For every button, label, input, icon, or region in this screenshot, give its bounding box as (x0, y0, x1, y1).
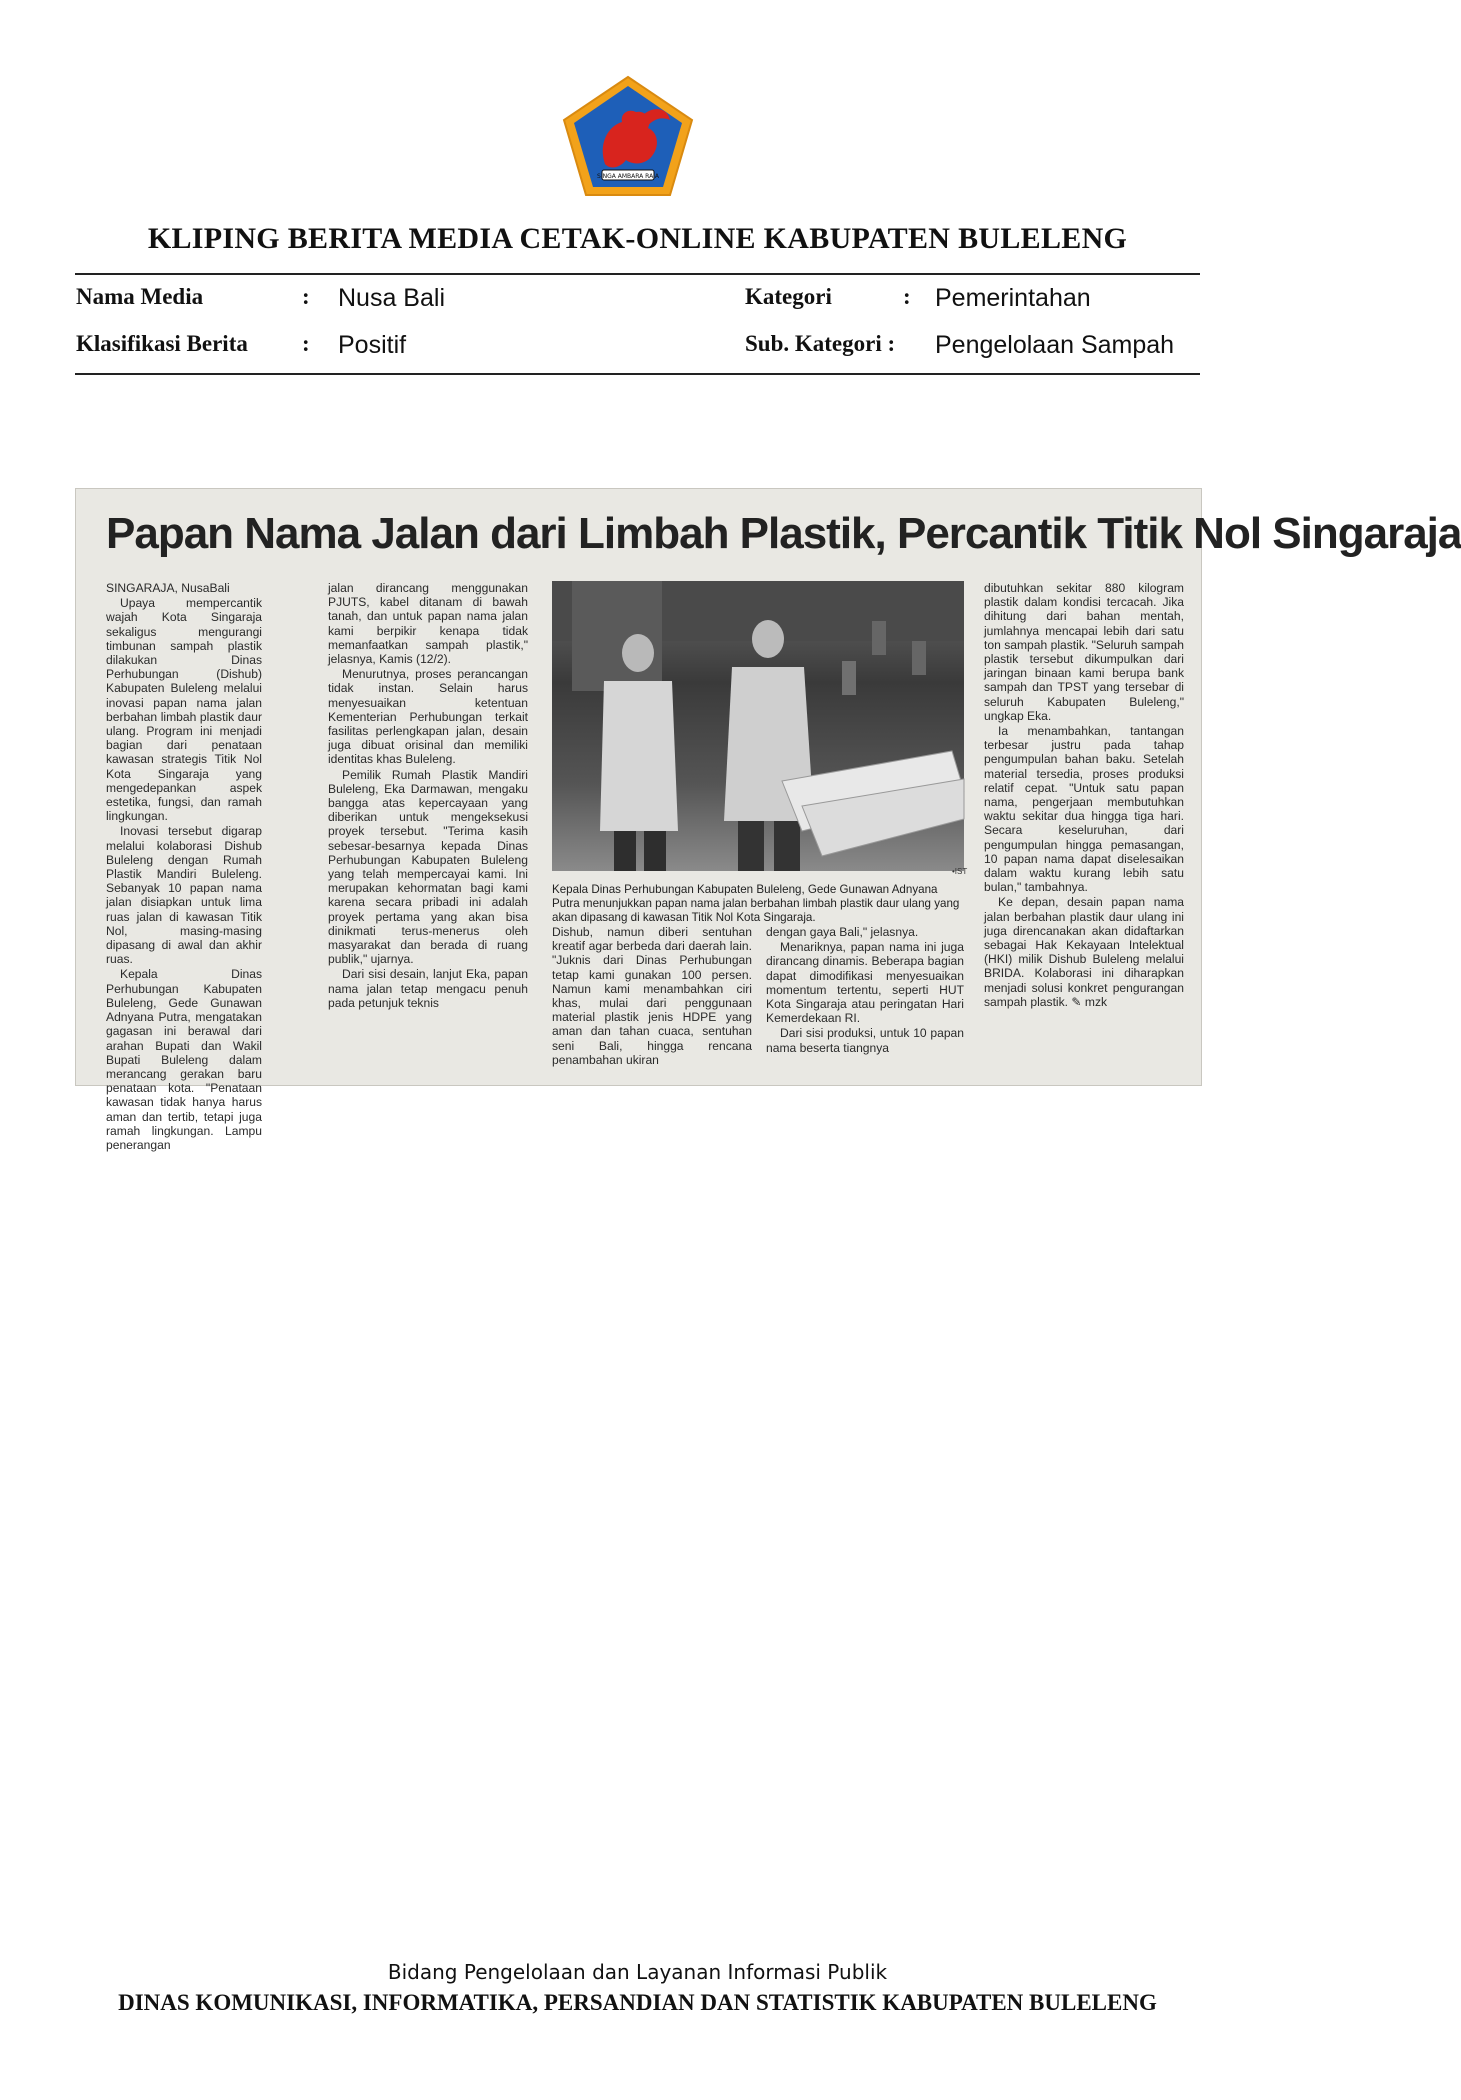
article-column-3 (552, 925, 752, 1075)
kategori-value: Pemerintahan (935, 284, 1091, 312)
nama-media-value: Nusa Bali (338, 284, 445, 312)
singa-ambara-raja-emblem-icon (560, 74, 696, 198)
photo-illustration (552, 581, 964, 871)
sub-kategori-label: Sub. Kategori : (745, 331, 896, 356)
article-paragraph: Inovasi tersebut digarap melalui kolaborasi Dishub Buleleng dengan Rumah Plastik Mandiri Buleleng. Sebanyak 10 papan nama jalan disiapkan untuk lima ruas jalan di kawasan Titik Nol, masing-masing dipasang di awal dan akhir ruas. (106, 824, 262, 967)
kategori-label: Kategori (745, 284, 832, 309)
page-title: KLIPING BERITA MEDIA CETAK-ONLINE KABUPATEN BULELENG (147, 222, 1128, 255)
article-headline: Papan Nama Jalan dari Limbah Plastik, Percantik Titik Nol Singaraja (106, 509, 1461, 558)
article-paragraph: Dari sisi produksi, untuk 10 papan nama beserta tiangnya (766, 1026, 964, 1055)
footer-department: Bidang Pengelolaan dan Layanan Informasi Publik (387, 1960, 888, 1984)
colon: : (302, 331, 310, 356)
article-paragraph: Menurutnya, proses perancangan tidak instan. Selain harus menyesuaikan ketentuan Kementerian Perhubungan terkait fasilitas perlengkapan jalan, desain juga dibuat orisinal dan memiliki identitas khas Buleleng. (328, 667, 528, 767)
article-paragraph: SINGARAJA, NusaBali (106, 581, 230, 595)
photo-credit: •IST (952, 867, 968, 876)
article-paragraph: dibutuhkan sekitar 880 kilogram plastik dalam kondisi tercacah. Jika dihitung dari bahan mentah, jumlahnya mencapai lebih dari satu ton sampah plastik. "Seluruh sampah plastik tersebut dikumpulkan dari jaringan binaan kami berupa bank sampah dan TPST yang tersebar di seluruh Kabupaten Buleleng," ungkap Eka. (984, 581, 1184, 723)
article-photo (552, 581, 964, 871)
svg-text:SINGA AMBARA RAJA: SINGA AMBARA RAJA (597, 173, 659, 180)
article-paragraph: Menariknya, papan nama ini juga dirancang dinamis. Beberapa bagian dapat dimodifikasi menyesuaikan momentum tertentu, seperti HUT Kota Singaraja atau peringatan Hari Kemerdekaan RI. (766, 940, 964, 1026)
article-paragraph: Dishub, namun diberi sentuhan kreatif agar berbeda dari daerah lain. "Juknis dari Dinas Perhubungan tetap kami gunakan 100 persen. Namun kami menambahkan ciri khas, mulai dari penggunaan material plastik jenis HDPE yang aman dan tahan cuaca, sentuhan seni Bali, hingga rencana penambahan ukiran (552, 925, 752, 1067)
klasifikasi-value: Positif (338, 331, 407, 359)
article-column-2 (328, 581, 528, 1075)
article-column-1 (106, 581, 262, 1152)
colon: : (903, 284, 911, 309)
article-paragraph: Pemilik Rumah Plastik Mandiri Buleleng, Eka Darmawan, mengaku bangga atas kepercayaan yang diberikan untuk mengeksekusi proyek tersebut. "Terima kasih sebesar-besarnya kepada Dinas Perhubungan Kabupaten Buleleng yang telah mempercayai kami. Ini merupakan kehormatan bagi kami karena secara pribadi ini adalah proyek pertama yang akan bisa dinikmati terus-menerus oleh masyarakat dan berada di ruang publik," ujarnya. (328, 767, 528, 967)
divider (75, 273, 1200, 275)
photo-caption: Kepala Dinas Perhubungan Kabupaten Buleleng, Gede Gunawan Adnyana Putra menunjukkan papan nama jalan berbahan limbah plastik daur ulang yang akan dipasang di kawasan Titik Nol Kota Singaraja. (552, 883, 960, 924)
article-paragraph: jalan dirancang menggunakan PJUTS, kabel ditanam di bawah tanah, dan untuk papan nama jalan kami berpikir kenapa tidak memanfaatkan sampah plastik," jelasnya, Kamis (12/2). (328, 581, 528, 667)
article-column-5 (984, 581, 1184, 1075)
article-paragraph: dengan gaya Bali," jelasnya. (766, 925, 919, 939)
article-paragraph: Kepala Dinas Perhubungan Kabupaten Buleleng, Gede Gunawan Adnyana Putra, mengatakan gagasan ini berawal dari arahan Bupati dan Wakil Bupati Buleleng dalam merancang gerakan baru penataan kota. "Penataan kawasan tidak hanya harus aman dan tertib, tetapi juga ramah lingkungan. Lampu penerangan (106, 967, 262, 1152)
article-column-4 (766, 925, 964, 1075)
divider (75, 373, 1200, 375)
colon: : (302, 284, 310, 309)
footer-agency: DINAS KOMUNIKASI, INFORMATIKA, PERSANDIAN DAN STATISTIK KABUPATEN BULELENG (118, 1990, 1157, 2015)
sub-kategori-value: Pengelolaan Sampah (935, 331, 1175, 359)
news-clipping (75, 488, 1461, 1152)
article-paragraph: Dari sisi desain, lanjut Eka, papan nama jalan tetap mengacu penuh pada petunjuk teknis (328, 967, 528, 1010)
klasifikasi-label: Klasifikasi Berita (76, 331, 248, 356)
article-paragraph: Ke depan, desain papan nama jalan berbahan plastik daur ulang ini juga direncanakan akan didaftarkan sebagai Hak Kekayaan Intelektual (HKI) milik Dishub Buleleng melalui BRIDA. Kolaborasi ini diharapkan menjadi solusi konkret pengurangan sampah plastik. ✎ mzk (984, 895, 1184, 1009)
article-paragraph: Upaya mempercantik wajah Kota Singaraja sekaligus mengurangi timbunan sampah plastik dilakukan Dinas Perhubungan (Dishub) Kabupaten Buleleng melalui inovasi papan nama jalan berbahan limbah plastik daur ulang. Program ini menjadi bagian dari penataan kawasan strategis Titik Nol Kota Singaraja yang mengedepankan aspek estetika, fungsi, dan ramah lingkungan. (106, 596, 262, 824)
article-paragraph: Ia menambahkan, tantangan terbesar justru pada tahap pengumpulan bahan baku. Setelah material tersedia, proses produksi relatif cepat. "Untuk satu papan nama, pengerjaan membutuhkan waktu sekitar dua hingga tiga hari. Secara keseluruhan, dari pengumpulan hingga pemasangan, 10 papan nama dapat diselesaikan dalam waktu kurang lebih satu bulan," tambahnya. (984, 724, 1184, 895)
nama-media-label: Nama Media (76, 284, 204, 309)
